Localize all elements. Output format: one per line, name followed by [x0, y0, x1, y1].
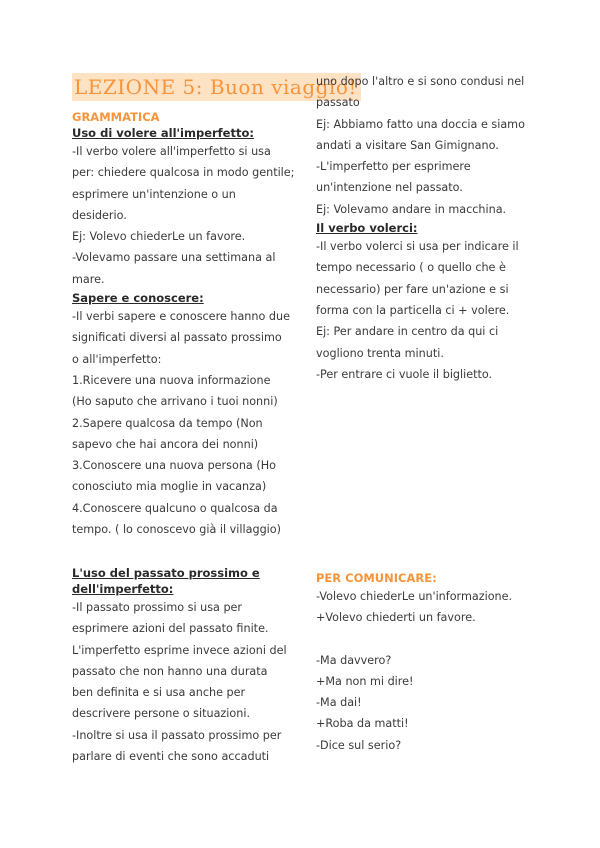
per-comunicare-label: PER COMUNICARE: [316, 571, 437, 585]
text-line: Ej: Volevamo andare in macchina. [316, 202, 507, 216]
text-line: -Il verbi sapere e conoscere hanno due [72, 310, 290, 324]
text-line: vogliono trenta minuti. [316, 346, 444, 360]
text-line: andati a visitare San Gimignano. [316, 138, 499, 152]
text-line: -Volevo chiederLe un'informazione. [316, 590, 513, 603]
left-upper-column [72, 109, 297, 540]
text-line: -Dice sul serio? [316, 738, 402, 752]
section-heading-passato-imperfetto-cont: dell'imperfetto: [72, 582, 174, 596]
text-line: un'intenzione nel passato. [316, 181, 463, 195]
section-heading-volerci: Il verbo volerci: [316, 221, 418, 236]
text-line: -Ma dai! [316, 696, 362, 710]
text-line: significati diversi al passato prossimo [72, 331, 282, 345]
text-line: -Ma davvero? [316, 653, 392, 667]
section-heading-passato-imperfetto: L'uso del passato prossimo e [72, 566, 260, 580]
right-lower-column [316, 570, 541, 756]
text-line: desiderio. [72, 208, 127, 222]
text-line: -L'imperfetto per esprimere [316, 160, 471, 174]
text-line: tempo. ( lo conoscevo già il villaggio) [72, 523, 281, 537]
text-line: +Ma non mi dire! [316, 674, 414, 688]
text-line: passato [316, 96, 360, 110]
text-line: +Roba da matti! [316, 717, 409, 731]
text-line: -Inoltre si usa il passato prossimo per [72, 728, 282, 742]
text-line: Ej: Per andare in centro da qui ci [316, 325, 499, 339]
text-line: -Per entrare ci vuole il biglietto. [316, 367, 493, 381]
text-line: -Il verbo volere all'imperfetto si usa [72, 145, 271, 158]
text-line: ben definita e si usa anche per [72, 686, 246, 700]
text-line: o all'imperfetto: [72, 352, 162, 366]
text-line: sapevo che hai ancora dei nonni) [72, 437, 259, 451]
left-lower-column [72, 565, 297, 767]
spacer [316, 629, 541, 650]
text-line: passato che non hanno una durata [72, 664, 268, 678]
section-body-sapere-conoscere [72, 306, 297, 540]
text-line: Ej: Abbiamo fatto una doccia e siamo [316, 117, 525, 131]
text-line: necessario) per fare un'azione e si [316, 282, 509, 296]
text-line: +Volevo chiederti un favore. [316, 611, 476, 625]
text-line: uno dopo l'altro e si sono condusi nel [316, 75, 525, 88]
section-heading-volere: Uso di volere all'imperfetto: [72, 126, 254, 140]
text-line: forma con la particella ci + volere. [316, 303, 510, 317]
text-line: 3.Conoscere una nuova persona (Ho [72, 459, 276, 473]
text-line: L'imperfetto esprime invece azioni del [72, 643, 287, 657]
text-line: -Il passato prossimo si usa per [72, 601, 243, 614]
text-line: -Volevamo passare una settimana al [72, 251, 276, 265]
text-line: tempo necessario ( o quello che è [316, 261, 506, 275]
text-line: 1.Ricevere una nuova informazione [72, 373, 271, 387]
text-line: descrivere persone o situazioni. [72, 707, 251, 721]
section-body-volere [72, 141, 297, 290]
text-line: esprimere un'intenzione o un [72, 187, 236, 201]
text-line: 2.Sapere qualcosa da tempo (Non [72, 416, 263, 430]
text-line: esprimere azioni del passato finite. [72, 622, 269, 636]
text-line: parlare di eventi che sono accaduti [72, 750, 270, 764]
text-line: mare. [72, 272, 105, 286]
text-line: -Il verbo volerci si usa per indicare il [316, 240, 519, 254]
text-line: Ej: Volevo chiederLe un favore. [72, 230, 246, 244]
lesson-title: LEZIONE 5: Buon viaggio! [72, 73, 361, 101]
right-upper-column [316, 71, 541, 385]
text-line: per: chiedere qualcosa in modo gentile; [72, 166, 295, 180]
text-line: (Ho saputo che arrivano i tuoi nonni) [72, 395, 278, 409]
text-line: 4.Conoscere qualcuno o qualcosa da [72, 501, 278, 515]
section-heading-sapere-conoscere: Sapere e conoscere: [72, 291, 204, 306]
grammatica-label: GRAMMATICA [72, 110, 160, 124]
text-line: conosciuto mia moglie in vacanza) [72, 480, 267, 494]
